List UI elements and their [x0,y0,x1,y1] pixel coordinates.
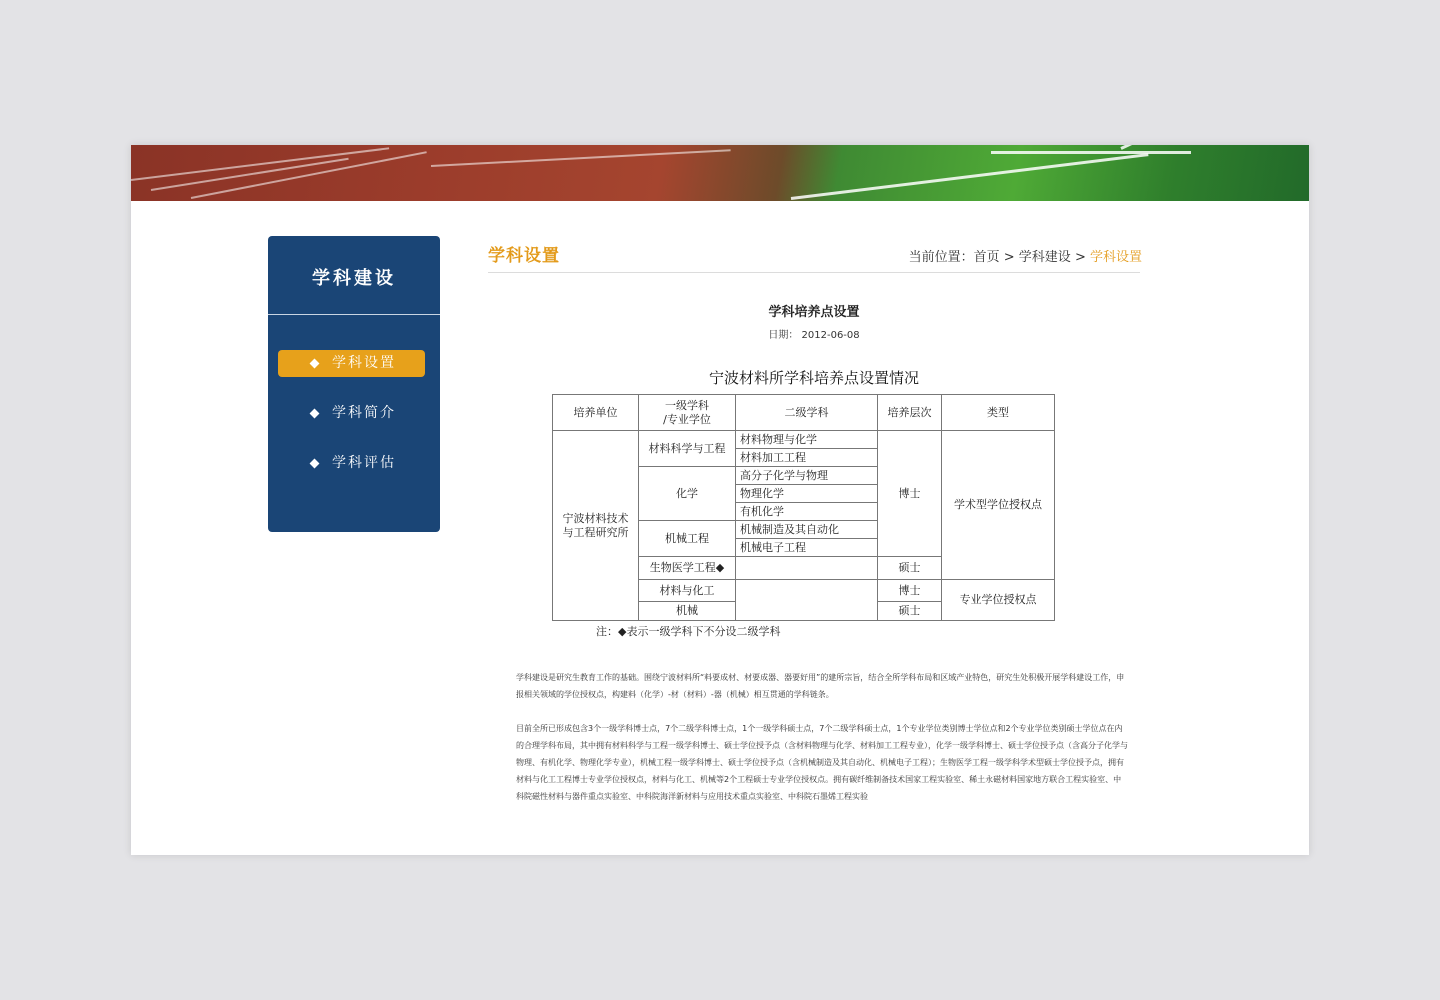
discipline-table [552,394,1055,621]
breadcrumb-current: 学科设置 [1089,250,1142,265]
cell-level2: 高分子化学与物理 [736,467,878,485]
diamond-bullet-icon [310,409,320,419]
cell-degree: 博士 [878,580,942,602]
cell-unit-line1: 宁波材料技术 [562,511,629,525]
cell-level1: 材料科学与工程 [639,431,736,467]
header-type: 类型 [942,395,1055,431]
cell-level2: 材料加工工程 [736,449,878,467]
header-degree: 培养层次 [878,395,942,431]
header-level1 [639,395,736,431]
sidebar-item-label: 学科设置 [332,355,396,371]
table-note: 注：◆表示一级学科下不分设二级学科 [596,625,781,638]
table-header-row [553,395,1055,431]
header-banner-image [131,145,1309,201]
header-level1-line2: /专业学位 [663,412,711,426]
breadcrumb-parent-link[interactable]: 学科建设 [1018,250,1071,265]
sidebar-item-discipline-setup[interactable] [278,350,425,377]
title-divider [488,272,1140,273]
article-date: 日期： 2012-06-08 [768,330,860,341]
page-frame [131,145,1309,855]
header-level2: 二级学科 [736,395,878,431]
cell-level2-empty [736,557,878,580]
cell-level2: 材料物理与化学 [736,431,878,449]
cell-unit [553,431,639,621]
breadcrumb-separator: > [999,250,1019,265]
cell-degree: 博士 [878,431,942,557]
body-paragraph: 学科建设是研究生教育工作的基础。围绕宁波材料所“料要成材、材要成器、器要好用”的建所宗旨，结合全所学科布局和区域产业特色，研究生处积极开展学科建设工作，申报相关领域的学位授权点，构建料（化学）-材（材料）-器（机械）相互贯通的学科链条。 [516,673,1125,699]
page-title: 学科设置 [488,246,560,266]
cell-unit-line2: 与工程研究所 [562,525,629,539]
article-title: 学科培养点设置 [768,305,860,320]
breadcrumb-home-link[interactable]: 首页 [973,250,1000,265]
cell-type: 专业学位授权点 [942,580,1055,621]
cell-level2: 机械制造及其自动化 [736,521,878,539]
sidebar-item-discipline-intro[interactable] [278,400,425,427]
cell-level2: 物理化学 [736,485,878,503]
cell-level2: 有机化学 [736,503,878,521]
sidebar-item-label: 学科评估 [332,455,396,471]
cell-level1: 材料与化工 [639,580,736,602]
header-unit: 培养单位 [553,395,639,431]
cell-level2: 机械电子工程 [736,539,878,557]
body-paragraph: 目前全所已形成包含3个一级学科博士点，7个二级学科博士点，1个一级学科硕士点，7个二级学科硕士点，1个专业学位类别博士学位点和2个专业学位类别硕士学位点在内的合理学科布局，其中拥有材料科学与工程一级学科博士、硕士学位授予点（含材料物理与化学、材料加工工程专业），化学一级学科博士、硕士学位授予点（含高分子化学与物理、有机化学、物理化学专业），机械工程一级学科博士、硕士学位授予点（含机械制造及其自动化、机械电子工程）；生物医学工程一级学科学术型硕士学位授予点，拥有材料与化工工程博士专业学位授权点，材料与化工、机械等2个工程硕士专业学位授权点。拥有碳纤维制备技术国家工程实验室、稀土永磁材料国家地方联合工程实验室、中科院磁性材料与器件重点实验室、中科院海洋新材料与应用技术重点实验室、中科院石墨烯工程实验 [516,724,1128,801]
breadcrumb-prefix: 当前位置： [908,250,974,265]
diamond-bullet-icon [310,359,320,369]
cell-level1: 生物医学工程◆ [639,557,736,580]
diamond-bullet-icon [310,459,320,469]
cell-level1: 机械 [639,602,736,621]
sidebar-title: 学科建设 [268,236,440,315]
cell-type: 学术型学位授权点 [942,431,1055,580]
table-caption: 宁波材料所学科培养点设置情况 [708,369,919,387]
cell-degree: 硕士 [878,602,942,621]
table-row [553,431,1055,449]
cell-level1: 化学 [639,467,736,521]
sidebar-item-label: 学科简介 [332,405,396,421]
breadcrumb-separator: > [1070,250,1090,265]
sidebar-nav [268,236,440,532]
cell-degree: 硕士 [878,557,942,580]
cell-level1: 机械工程 [639,521,736,557]
cell-level2-empty [736,580,878,621]
header-level1-line1: 一级学科 [665,398,709,412]
breadcrumb [909,246,1142,265]
sidebar-item-discipline-evaluation[interactable] [278,450,425,477]
